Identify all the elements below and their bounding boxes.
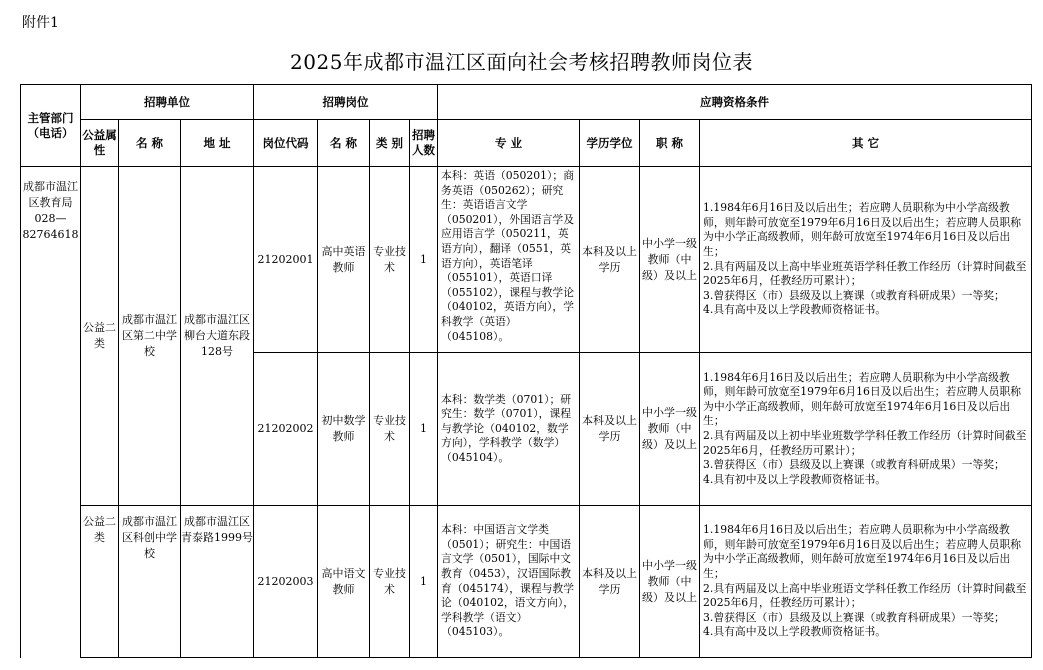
position-name: 初中数学教师 [318, 353, 370, 506]
position-code: 21202002 [254, 353, 318, 506]
position-major: 本科：中国语言文学类（0501）；研究生：中国语言文学（0501），国际中文教育（0453），汉语国际教育（045174），课程与教学论（040102，语文方向），学科教学（语文）（045103）。 [438, 506, 580, 658]
unit-name: 成都市温江区第二中学校 [119, 167, 181, 506]
header-code: 岗位代码 [254, 120, 318, 167]
other-line: 4.具有高中及以上学段教师资格证书。 [703, 625, 887, 639]
position-major: 本科：数学类（0701）；研究生：数学（0701），课程与教学论（040102，数学方向），学科教学（数学）（045104）。 [438, 353, 580, 506]
page-title: 2025年成都市温江区面向社会考核招聘教师岗位表 [290, 50, 753, 74]
other-line: 1.1984年6月16日及以后出生；若应聘人员职称为中小学高级教师，则年龄可放宽至1979年6月16日及以后出生；若应聘人员职称为中小学正高级教师，则年龄可放宽至1974年6月16日及以后出生； [703, 201, 1022, 258]
unit-welfare: 公益二类 [81, 506, 119, 658]
position-education: 本科及以上学历 [580, 353, 640, 506]
header-position-group: 招聘岗位 [254, 85, 438, 120]
other-line: 4.具有初中及以上学段教师资格证书。 [703, 472, 887, 486]
position-category: 专业技术 [370, 506, 410, 658]
position-other [700, 353, 1032, 506]
position-code: 21202003 [254, 506, 318, 658]
position-other [700, 506, 1032, 658]
header-unit-name: 名 称 [119, 120, 181, 167]
other-line: 3.曾获得区（市）县级及以上赛课（或教育科研成果）一等奖； [703, 458, 1005, 472]
position-name: 高中语文教师 [318, 506, 370, 658]
header-major: 专 业 [438, 120, 580, 167]
position-count: 1 [410, 353, 438, 506]
other-line: 4.具有高中及以上学段教师资格证书。 [703, 303, 887, 317]
header-category: 类 别 [370, 120, 410, 167]
position-category: 专业技术 [370, 353, 410, 506]
position-title-rank: 中小学一级教师（中级）及以上 [640, 506, 700, 658]
other-line: 3.曾获得区（市）县级及以上赛课（或教育科研成果）一等奖； [703, 288, 1005, 302]
header-row-2 [21, 120, 1032, 167]
unit-name: 成都市温江区科创中学校 [119, 506, 181, 658]
header-qual-group: 应聘资格条件 [438, 85, 1032, 120]
header-other: 其 它 [700, 120, 1032, 167]
position-other [700, 167, 1032, 353]
unit-welfare: 公益二类 [81, 167, 119, 506]
position-category: 专业技术 [370, 167, 410, 353]
header-pos-name: 名 称 [318, 120, 370, 167]
header-count: 招聘人数 [410, 120, 438, 167]
header-unit-group: 招聘单位 [81, 85, 254, 120]
other-line: 2.具有两届及以上初中毕业班数学学科任教工作经历（计算时间截至2025年6月，任教经历可累计）； [703, 429, 1027, 457]
header-address: 地 址 [181, 120, 254, 167]
other-line: 1.1984年6月16日及以后出生；若应聘人员职称为中小学高级教师，则年龄可放宽至1979年6月16日及以后出生；若应聘人员职称为中小学正高级教师，则年龄可放宽至1974年6月16日及以后出生； [703, 370, 1022, 428]
attachment-label: 附件1 [22, 15, 59, 31]
position-code: 21202001 [254, 167, 318, 353]
other-line: 1.1984年6月16日及以后出生；若应聘人员职称为中小学高级教师，则年龄可放宽至1979年6月16日及以后出生；若应聘人员职称为中小学正高级教师，则年龄可放宽至1974年6月16日及以后出生； [703, 523, 1022, 580]
position-major: 本科：英语（050201）；商务英语（050262）；研究生：英语语言文学（050201），外国语言学及应用语言学（050211，英语方向），翻译（0551，英语方向），英语笔译（055101），英语口译（055102），课程与教学论（040102，英语方向），学科教学（英语）（045108）。 [438, 167, 580, 353]
other-line: 3.曾获得区（市）县级及以上赛课（或教育科研成果）一等奖； [703, 610, 1005, 624]
position-count: 1 [410, 167, 438, 353]
dept-cell: 成都市温江区教育局028—82764618 [21, 167, 81, 658]
other-line: 2.具有两届及以上高中毕业班语文学科任教工作经历（计算时间截至2025年6月，任教经历可累计）； [703, 581, 1027, 610]
position-education: 本科及以上学历 [580, 506, 640, 658]
position-title-rank: 中小学一级教师（中级）及以上 [640, 353, 700, 506]
unit-address: 成都市温江区青泰路1999号 [181, 506, 254, 658]
position-education: 本科及以上学历 [580, 167, 640, 353]
table-row [21, 506, 1032, 658]
header-row-1 [21, 85, 1032, 120]
table-row [21, 167, 1032, 353]
header-welfare: 公益属性 [81, 120, 119, 167]
header-education: 学历学位 [580, 120, 640, 167]
recruitment-table [20, 84, 1032, 658]
position-title-rank: 中小学一级教师（中级）及以上 [640, 167, 700, 353]
unit-address: 成都市温江区柳台大道东段128号 [181, 167, 254, 506]
position-count: 1 [410, 506, 438, 658]
header-dept: 主管部门（电话） [21, 85, 81, 167]
position-name: 高中英语教师 [318, 167, 370, 353]
other-line: 2.具有两届及以上高中毕业班英语学科任教工作经历（计算时间截至2025年6月，任教经历可累计）； [703, 259, 1027, 288]
header-title-rank: 职 称 [640, 120, 700, 167]
